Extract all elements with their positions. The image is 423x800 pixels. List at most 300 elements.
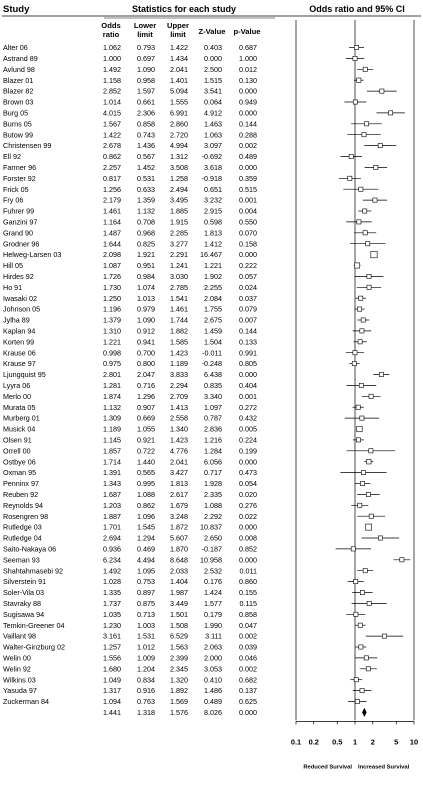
point-estimate-box	[369, 514, 373, 518]
study-lower-value: 2.047	[137, 370, 155, 380]
study-p-value: 0.682	[239, 675, 257, 685]
study-lower-value: 0.834	[137, 675, 155, 685]
study-upper-value: 2.720	[170, 130, 188, 140]
study-upper-value: 1.585	[170, 337, 188, 347]
study-or-value: 1.492	[103, 566, 121, 576]
study-name: Hill 05	[3, 261, 23, 271]
study-upper-value: 3.277	[170, 239, 188, 249]
study-name: Olsen 91	[3, 435, 32, 445]
study-z-value: 2.650	[204, 533, 222, 543]
study-or-value: 1.461	[103, 206, 121, 216]
study-upper-value: 1.555	[170, 97, 188, 107]
study-or-value: 0.862	[103, 152, 121, 162]
study-upper-value: 1.413	[170, 402, 188, 412]
study-z-value: 2.675	[204, 315, 222, 325]
study-p-value: 0.852	[239, 544, 257, 554]
study-lower-value: 0.716	[137, 381, 155, 390]
study-z-value: 1.755	[204, 304, 222, 314]
study-name: Reynolds 94	[3, 500, 43, 510]
study-name: Orrell 00	[3, 446, 31, 456]
point-estimate-box	[348, 176, 352, 180]
study-p-value: 0.022	[239, 511, 257, 521]
study-upper-value: 6.991	[170, 108, 188, 118]
study-lower-value: 1.095	[137, 566, 155, 576]
point-estimate-box	[354, 678, 358, 682]
study-column-header: Study	[3, 4, 30, 15]
study-lower-value: 1.440	[137, 457, 155, 467]
point-estimate-box	[360, 590, 364, 594]
study-name: Jylha 89	[3, 315, 30, 325]
study-or-value: 1.028	[103, 577, 121, 587]
study-z-value: 1.097	[204, 402, 222, 412]
point-estimate-box	[364, 122, 368, 126]
study-p-value: 0.001	[239, 195, 257, 205]
study-name: Kaplan 94	[3, 326, 36, 336]
study-p-value: 0.137	[239, 686, 257, 696]
study-p-value: 0.130	[239, 75, 257, 85]
study-name: Penninx 97	[3, 479, 39, 489]
study-upper-value: 2.291	[170, 250, 188, 260]
study-or-value: 1.379	[103, 315, 121, 325]
point-estimate-box	[357, 426, 362, 431]
study-upper-value: 2.558	[170, 413, 188, 423]
study-lower-value: 1.009	[137, 653, 155, 663]
study-p-value: 0.432	[239, 413, 257, 423]
study-or-value: 1.335	[103, 588, 121, 598]
study-p-value: 0.000	[239, 250, 257, 260]
study-p-value: 0.860	[239, 577, 257, 587]
study-name: Christensen 99	[3, 141, 52, 151]
study-z-value: 3.111	[205, 631, 222, 641]
study-or-value: 0.975	[103, 359, 121, 369]
study-or-value: 2.694	[103, 533, 121, 543]
study-name: Rutledge 03	[3, 522, 42, 532]
study-or-value: 1.726	[103, 272, 121, 281]
study-upper-value: 8.648	[170, 555, 188, 565]
study-upper-value: 3.495	[170, 195, 188, 205]
study-lower-value: 1.090	[137, 64, 155, 74]
study-p-value: 0.000	[239, 108, 257, 118]
point-estimate-box	[351, 547, 355, 551]
study-or-value: 1.317	[103, 686, 121, 696]
study-z-value: 3.541	[204, 86, 222, 96]
study-name: Grand 90	[3, 228, 33, 238]
study-name: Ell 92	[3, 152, 21, 162]
study-z-value: 1.515	[204, 75, 222, 85]
study-lower-value: 1.294	[137, 533, 155, 543]
study-z-value: 1.216	[204, 435, 222, 445]
study-name: Krause 97	[3, 359, 36, 369]
x-tick-label: 0.2	[308, 737, 319, 747]
study-p-value: 0.288	[239, 130, 257, 140]
study-z-value: 10.837	[200, 522, 222, 532]
study-or-value: 1.196	[103, 304, 121, 314]
point-estimate-box	[357, 78, 361, 82]
study-name: Oxman 95	[3, 468, 37, 478]
study-or-value: 1.014	[103, 97, 121, 107]
study-or-value: 1.556	[103, 653, 121, 663]
study-or-value: 1.145	[103, 435, 121, 445]
study-or-value: 2.852	[103, 86, 121, 96]
point-estimate-box	[371, 251, 377, 257]
study-lower-value: 0.565	[137, 468, 155, 478]
study-lower-value: 1.296	[137, 391, 155, 401]
study-upper-value: 1.987	[170, 588, 188, 598]
study-p-value: 0.991	[239, 348, 257, 358]
study-or-value: 2.678	[103, 141, 121, 151]
point-estimate-box	[360, 481, 364, 485]
study-name: Ljungquist 95	[3, 370, 46, 380]
study-z-value: 10.958	[200, 555, 222, 565]
summary-lower-value: 1.318	[137, 708, 155, 717]
point-estimate-box	[361, 471, 365, 475]
study-rows	[3, 43, 410, 706]
study-lower-value: 0.862	[137, 500, 155, 510]
study-z-value: 3.097	[204, 141, 222, 151]
study-upper-value: 1.312	[170, 152, 188, 162]
study-lower-value: 0.825	[137, 239, 155, 249]
study-lower-value: 0.984	[137, 272, 155, 281]
study-upper-value: 2.033	[170, 566, 188, 576]
point-estimate-box	[389, 111, 393, 115]
point-estimate-box	[378, 536, 382, 540]
study-name: Astrand 89	[3, 54, 38, 63]
study-z-value: 0.489	[204, 697, 222, 707]
study-p-value: 0.359	[239, 173, 257, 183]
study-upper-value: 3.508	[170, 163, 188, 172]
study-upper-value: 2.294	[170, 381, 188, 390]
x-tick-label: 0.5	[332, 737, 343, 747]
study-lower-value: 0.916	[137, 686, 155, 696]
study-upper-value: 3.427	[170, 468, 188, 478]
study-p-value: 0.005	[239, 424, 257, 434]
point-estimate-box	[358, 503, 362, 507]
study-p-value: 0.144	[239, 326, 257, 336]
study-upper-value: 1.882	[170, 326, 188, 336]
point-estimate-box	[361, 318, 365, 322]
study-or-value: 1.422	[103, 130, 121, 140]
column-header-label: p-Value	[233, 27, 261, 36]
study-upper-value: 2.041	[170, 457, 188, 467]
study-z-value: 0.410	[204, 675, 222, 685]
column-header-label: ratio	[102, 30, 120, 39]
study-name: Soler-Vila 03	[3, 588, 45, 598]
study-or-value: 1.680	[103, 664, 121, 674]
point-estimate-box	[353, 351, 357, 355]
study-name: Forster 92	[3, 173, 36, 183]
study-p-value: 0.001	[239, 391, 257, 401]
point-estimate-box	[354, 45, 358, 49]
study-z-value: 3.340	[204, 391, 222, 401]
study-name: Merlo 00	[3, 391, 31, 401]
point-estimate-box	[366, 524, 372, 530]
point-estimate-box	[356, 438, 360, 442]
point-estimate-box	[357, 220, 361, 224]
study-lower-value: 0.722	[137, 446, 155, 456]
study-name: Iwasaki 02	[3, 293, 37, 303]
study-or-value: 1.230	[103, 620, 121, 630]
stats-column-header: Statistics for each study	[131, 4, 237, 14]
study-or-value: 0.936	[103, 544, 121, 554]
study-p-value: 0.002	[239, 631, 257, 641]
study-p-value: 0.404	[239, 381, 257, 390]
point-estimate-box	[367, 601, 371, 605]
study-or-value: 1.687	[103, 490, 121, 499]
study-upper-value: 4.776	[170, 446, 188, 456]
point-estimate-box	[355, 263, 360, 268]
study-lower-value: 0.669	[137, 413, 155, 423]
x-tick-label: 5	[394, 737, 399, 747]
study-or-value: 1.132	[103, 402, 121, 412]
study-p-value: 0.039	[239, 642, 257, 652]
study-name: Blazer 82	[3, 86, 34, 96]
study-upper-value: 1.569	[170, 697, 188, 707]
column-header-label: Z-Value	[198, 27, 226, 36]
study-lower-value: 1.012	[137, 642, 155, 652]
study-name: Burns 05	[3, 119, 32, 129]
point-estimate-box	[362, 133, 366, 137]
study-upper-value: 1.320	[170, 675, 188, 685]
study-lower-value: 1.436	[137, 141, 155, 151]
study-lower-value: 1.921	[137, 250, 155, 260]
point-estimate-box	[363, 67, 367, 71]
study-z-value: -0.248	[201, 359, 222, 369]
study-p-value: 0.473	[239, 468, 257, 478]
study-or-value: 1.310	[103, 326, 121, 336]
study-lower-value: 1.597	[137, 86, 155, 96]
column-headers	[101, 21, 260, 39]
study-or-value: 0.998	[103, 348, 121, 358]
study-z-value: 0.179	[204, 609, 222, 619]
study-p-value: 0.000	[239, 86, 257, 96]
study-lower-value: 0.951	[137, 261, 155, 271]
study-name: Avlund 98	[3, 64, 35, 74]
point-estimate-box	[380, 89, 384, 93]
study-lower-value: 0.800	[137, 359, 155, 369]
study-name: Brown 03	[3, 97, 34, 107]
point-estimate-box	[353, 56, 357, 60]
study-upper-value: 1.422	[170, 43, 188, 53]
study-or-value: 1.874	[103, 391, 121, 401]
study-lower-value: 0.567	[137, 152, 155, 162]
study-p-value: 0.687	[239, 43, 257, 53]
study-p-value: 0.550	[239, 217, 257, 227]
study-upper-value: 1.423	[170, 348, 188, 358]
x-tick-label: 1	[352, 737, 358, 747]
study-p-value: 0.144	[239, 119, 257, 129]
point-estimate-box	[373, 198, 377, 202]
point-estimate-box	[357, 307, 361, 311]
study-z-value: 2.084	[204, 293, 222, 303]
study-upper-value: 2.345	[170, 664, 188, 674]
study-z-value: -0.011	[202, 348, 222, 358]
study-or-value: 1.257	[103, 642, 121, 652]
point-estimate-box	[359, 383, 363, 387]
study-lower-value: 0.713	[137, 609, 155, 619]
study-p-value: 0.004	[239, 206, 257, 216]
study-or-value: 1.714	[103, 457, 121, 467]
study-lower-value: 1.088	[137, 490, 155, 499]
study-upper-value: 3.833	[170, 370, 188, 380]
study-lower-value: 0.958	[137, 75, 155, 85]
study-or-value: 0.817	[103, 173, 121, 183]
study-name: Hirdes 92	[3, 272, 34, 281]
point-estimate-box	[366, 492, 370, 496]
study-z-value: 1.412	[204, 239, 222, 249]
point-estimate-box	[360, 689, 364, 693]
study-or-value: 1.343	[103, 479, 121, 489]
column-header-label: Upper	[167, 21, 189, 30]
study-or-value: 1.309	[103, 413, 121, 423]
study-p-value: 0.222	[239, 261, 257, 271]
study-z-value: 0.787	[204, 413, 222, 423]
study-lower-value: 0.531	[137, 173, 155, 183]
study-upper-value: 6.529	[170, 631, 188, 641]
study-p-value: 0.011	[239, 566, 257, 576]
study-p-value: 0.000	[239, 163, 257, 172]
plot-column-header: Odds ratio and 95% CI	[309, 4, 405, 14]
study-name: Welin 92	[3, 664, 31, 674]
study-z-value: 1.424	[204, 588, 222, 598]
study-p-value: 0.515	[239, 184, 257, 194]
study-or-value: 3.161	[103, 631, 121, 641]
summary-upper-value: 1.576	[170, 708, 188, 717]
study-lower-value: 1.013	[137, 293, 155, 303]
study-p-value: 0.489	[239, 152, 257, 162]
study-p-value: 0.199	[239, 446, 257, 456]
point-estimate-box	[354, 580, 358, 584]
study-name: Musick 04	[3, 424, 36, 434]
study-p-value: 0.020	[239, 490, 257, 499]
study-z-value: 1.088	[204, 500, 222, 510]
study-upper-value: 1.404	[170, 577, 188, 587]
study-name: Burg 05	[3, 108, 29, 118]
study-name: Murata 05	[3, 402, 36, 412]
study-upper-value: 1.241	[170, 261, 188, 271]
study-or-value: 2.098	[103, 250, 121, 260]
study-p-value: 0.054	[239, 479, 257, 489]
study-lower-value: 0.941	[137, 337, 155, 347]
study-lower-value: 0.897	[137, 588, 155, 598]
point-estimate-box	[364, 656, 368, 660]
study-name: Alter 06	[3, 43, 28, 53]
study-lower-value: 0.708	[137, 217, 155, 227]
study-p-value: 0.000	[239, 555, 257, 565]
study-name: Temkin-Greener 04	[3, 620, 65, 630]
point-estimate-box	[366, 242, 370, 246]
x-axis	[291, 721, 418, 770]
study-or-value: 1.281	[103, 381, 121, 390]
study-lower-value: 0.753	[137, 577, 155, 587]
study-name: Yasuda 97	[3, 686, 37, 696]
study-z-value: 1.928	[204, 479, 222, 489]
study-upper-value: 1.679	[170, 500, 188, 510]
point-estimate-box	[369, 449, 373, 453]
study-or-value: 1.857	[103, 446, 121, 456]
study-upper-value: 2.860	[170, 119, 188, 129]
study-or-value: 2.801	[103, 370, 121, 380]
study-lower-value: 0.979	[137, 304, 155, 314]
study-name: Krause 06	[3, 348, 36, 358]
study-lower-value: 0.763	[137, 697, 155, 707]
study-name: Ho 91	[3, 282, 23, 292]
study-or-value: 1.062	[103, 43, 121, 53]
point-estimate-box	[378, 144, 382, 148]
study-name: Walter-Ginzburg 02	[3, 642, 66, 652]
study-z-value: 6.056	[204, 457, 222, 467]
study-z-value: 0.403	[204, 43, 222, 53]
study-p-value: 0.057	[239, 272, 257, 281]
study-or-value: 2.179	[103, 195, 121, 205]
study-or-value: 1.164	[103, 217, 121, 227]
x-axis-label-right: Increased Survival	[358, 764, 410, 771]
study-z-value: -0.918	[201, 173, 222, 183]
study-upper-value: 1.508	[170, 620, 188, 630]
study-name: Johnson 05	[3, 304, 41, 314]
column-header-label: Lower	[133, 21, 157, 30]
study-name: Rutledge 04	[3, 533, 42, 543]
study-name: Fry 06	[3, 195, 24, 205]
summary-or-value: 1.441	[103, 708, 121, 717]
study-z-value: 0.176	[204, 577, 222, 587]
study-lower-value: 1.074	[137, 282, 155, 292]
x-tick-label: 2	[370, 737, 375, 747]
study-lower-value: 0.793	[137, 43, 155, 53]
summary-z-value: 8.026	[204, 708, 222, 717]
study-or-value: 1.035	[103, 609, 121, 619]
study-name: Frick 05	[3, 184, 29, 194]
study-z-value: 2.532	[204, 566, 222, 576]
point-estimate-box	[358, 623, 362, 627]
point-estimate-box	[359, 296, 363, 300]
study-z-value: 1.813	[204, 228, 222, 238]
point-estimate-box	[374, 165, 378, 169]
study-p-value: 0.037	[239, 293, 257, 303]
study-lower-value: 1.204	[137, 664, 155, 674]
study-or-value: 2.257	[103, 163, 121, 172]
study-upper-value: 1.189	[170, 359, 188, 369]
study-z-value: 0.835	[204, 381, 222, 390]
study-or-value: 1.737	[103, 599, 121, 608]
study-name: Ganzini 97	[3, 217, 38, 227]
study-or-value: 1.221	[103, 337, 121, 347]
study-z-value: 2.000	[204, 653, 222, 663]
study-lower-value: 1.452	[137, 163, 155, 172]
study-name: Zuckerman 84	[3, 697, 49, 707]
point-estimate-box	[349, 154, 353, 158]
study-p-value: 0.158	[239, 239, 257, 249]
study-name: Murberg 01	[3, 413, 40, 423]
study-name: Silverstein 91	[3, 577, 47, 587]
study-z-value: 1.221	[204, 261, 222, 271]
study-z-value: 1.459	[204, 326, 222, 336]
study-upper-value: 1.461	[170, 304, 188, 314]
study-upper-value: 1.401	[170, 75, 188, 85]
study-p-value: 0.276	[239, 500, 257, 510]
study-name: Ostbye 06	[3, 457, 36, 467]
study-p-value: 0.007	[239, 315, 257, 325]
study-upper-value: 1.258	[170, 173, 188, 183]
study-p-value: 0.079	[239, 304, 257, 314]
study-or-value: 1.158	[103, 75, 121, 85]
study-p-value: 0.012	[239, 64, 257, 74]
study-upper-value: 5.607	[170, 533, 188, 543]
point-estimate-box	[359, 187, 363, 191]
study-name: Wilkins 03	[3, 675, 36, 685]
study-upper-value: 1.915	[170, 217, 188, 227]
study-p-value: 0.000	[239, 370, 257, 380]
study-z-value: 0.064	[204, 97, 222, 107]
